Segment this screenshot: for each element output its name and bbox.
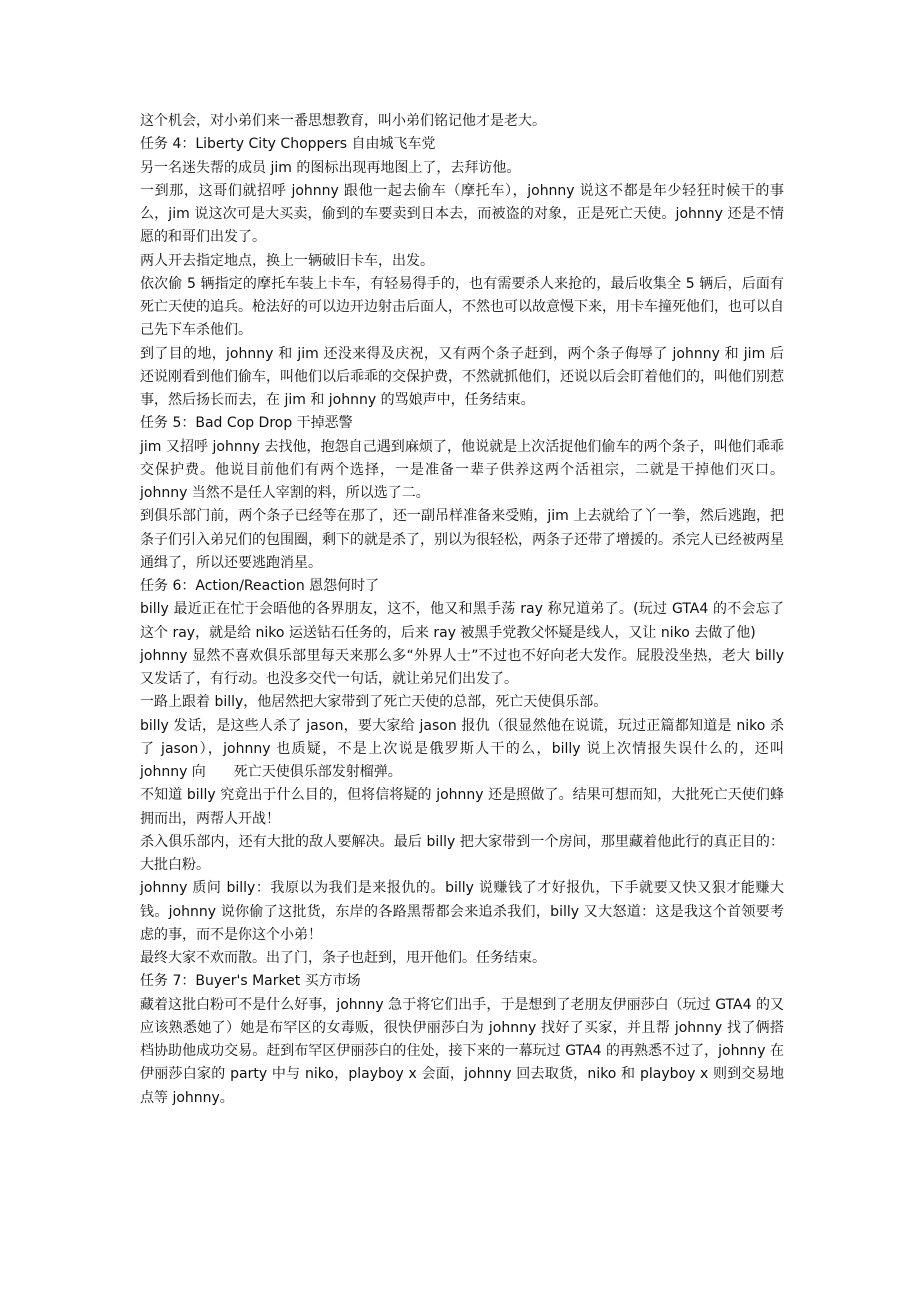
paragraph: 另一名迷失帮的成员 jim 的图标出现再地图上了，去拜访他。 (140, 159, 521, 176)
paragraph: 到俱乐部门前，两个条子已经等在那了，还一副吊样准备来受贿，jim 上去就给了丫一拳，然后逃跑，把条子们引入弟兄们的包围圈，剩下的就是杀了，别以为很轻松，两条子还带了增援的。杀完人已经被两星通缉了，所以还要逃跑消星。 (140, 508, 784, 571)
mission-4-heading: 任务 4：Liberty City Choppers 自由城飞车党 (140, 136, 436, 153)
paragraph: 不知道 billy 究竟出于什么目的，但将信将疑的 johnny 还是照做了。结果可想而知，大批死亡天使们蜂拥而出，两帮人开战！ (140, 787, 784, 827)
paragraph: 杀入俱乐部内，还有大批的敌人要解决。最后 billy 把大家带到一个房间，那里藏着他此行的真正目的：大批白粉。 (140, 833, 784, 873)
paragraph: billy 发话，是这些人杀了 jason，要大家给 jason 报仇（很显然他在说谎，玩过正篇都知道是 niko 杀了 jason），johnny 也质疑，不是上次说是俄罗斯人干的么，billy 说上次情报失误什么的，还叫 johnny 向 死亡天使俱乐部发射榴弹。 (140, 717, 784, 780)
paragraph: billy 最近正在忙于会晤他的各界朋友，这不，他又和黑手荡 ray 称兄道弟了。(玩过 GTA4 的不会忘了这个 ray，就是给 niko 运送钻石任务的，后来 ray 被黑手党教父怀疑是线人，又让 niko 去做了他) (140, 601, 784, 641)
paragraph: 最终大家不欢而散。出了门，条子也赶到，甩开他们。任务结束。 (140, 950, 546, 966)
mission-5-heading: 任务 5：Bad Cop Drop 干掉恶警 (140, 415, 353, 432)
paragraph: 到了目的地，johnny 和 jim 还没来得及庆祝，又有两个条子赶到，两个条子侮辱了 johnny 和 jim 后还说刚看到他们偷车，叫他们以后乖乖的交保护费，不然就抓他们，还说以后会盯着他们的，叫他们别惹事，然后扬长而去，在 jim 和 johnny 的骂娘声中，任务结束。 (140, 345, 784, 408)
mission-7-heading: 任务 7：Buyer's Market 买方市场 (140, 973, 361, 990)
paragraph-intro-continuation: 这个机会，对小弟们来一番思想教育，叫小弟们铭记他才是老大。 (140, 113, 546, 129)
paragraph: 一路上跟着 billy，他居然把大家带到了死亡天使的总部，死亡天使俱乐部。 (140, 694, 608, 711)
mission-6-heading: 任务 6：Action/Reaction 恩怨何时了 (140, 578, 380, 594)
paragraph: 依次偷 5 辆指定的摩托车装上卡车，有轻易得手的，也有需要杀人来抢的，最后收集全 5 辆后，后面有死亡天使的追兵。枪法好的可以边开边射击后面人，不然也可以故意慢下来，用卡车撞死他们，也可以自己先下车杀他们。 (140, 275, 784, 339)
paragraph: johnny 显然不喜欢俱乐部里每天来那么多“外界人士”不过也不好向老大发作。屁股没坐热，老大 billy 又发话了，有行动。也没多交代一句话，就让弟兄们出发了。 (140, 647, 784, 687)
document-body (140, 110, 784, 1110)
paragraph: jim 又招呼 johnny 去找他，抱怨自己遇到麻烦了，他说就是上次活捉他们偷车的两个条子，叫他们乖乖交保护费。他说目前他们有两个选择，一是准备一辈子供养这两个活祖宗，二就是干掉他们灭口。johnny 当然不是任人宰割的料，所以选了二。 (140, 438, 784, 501)
paragraph: 藏着这批白粉可不是什么好事，johnny 急于将它们出手，于是想到了老朋友伊丽莎白（玩过 GTA4 的又应该熟悉她了）她是布罕区的女毒贩，很快伊丽莎白为 johnny 找好了买家，并且帮 johnny 找了俩搭档协助他成功交易。赶到布罕区伊丽莎白的住处，接下来的一幕玩过 GTA4 的再熟悉不过了，johnny 在伊丽莎白家的 party 中与 niko，playboy x 会面，johnny 回去取货，niko 和 playboy x 则到交易地点等 johnny。 (140, 996, 784, 1106)
paragraph: 一到那，这哥们就招呼 johnny 跟他一起去偷车（摩托车），johnny 说这不都是年少轻狂时候干的事么，jim 说这次可是大买卖，偷到的车要卖到日本去，而被盗的对象，正是死亡天使。johnny 还是不情愿的和哥们出发了。 (140, 182, 784, 246)
paragraph: johnny 质问 billy：我原以为我们是来报仇的。billy 说赚钱了才好报仇，下手就要又快又狠才能赚大钱。johnny 说你偷了这批货，东岸的各路黑帮都会来追杀我们，billy 又大怒道：这是我这个首领要考虑的事，而不是你这个小弟！ (140, 880, 784, 943)
paragraph: 两人开去指定地点，换上一辆破旧卡车，出发。 (140, 252, 434, 269)
